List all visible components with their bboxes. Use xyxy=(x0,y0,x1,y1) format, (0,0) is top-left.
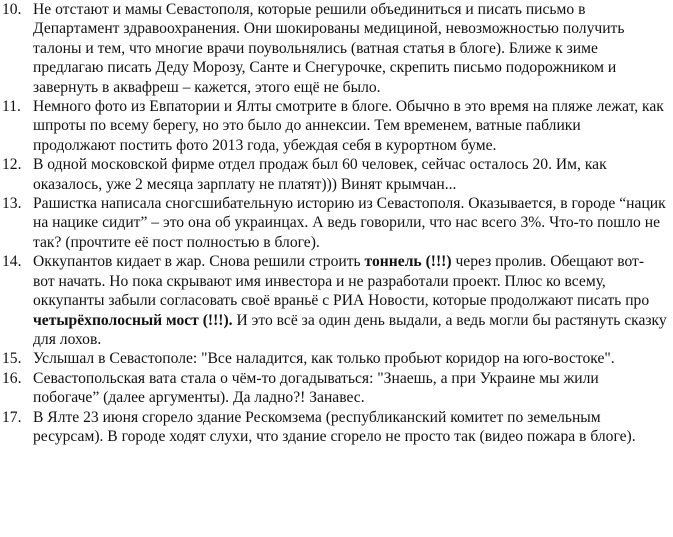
list-item-text xyxy=(33,97,667,155)
list-item-number: 15. xyxy=(2,350,22,368)
list-item-number: 12. xyxy=(2,156,22,174)
emphasized-text: тоннель (!!!) xyxy=(364,253,452,271)
list-item-text xyxy=(33,252,667,349)
list-item xyxy=(2,97,667,155)
text-segment: Не отстают и мамы Севастополя, которые решили объединиться и писать письмо в Департамент здравоохранения. Они шокированы медициной, невозможностью получить талоны и тем, что многие врачи поувольнялись (ватная статья в блоге). Ближе к зиме предлагаю писать Деду Морозу, Санте и Снегурочке, скрепить письмо подорожником и завернуть в аквафреш – кажется, этого ещё не было. xyxy=(33,1,625,96)
list-item-text xyxy=(33,408,667,447)
text-segment: В Ялте 23 июня сгорело здание Рескомзема (республиканский комитет по земельным ресурсам). В городе ходят слухи, что здание сгорело не просто так (видео пожара в блоге). xyxy=(33,408,636,445)
list-item-number: 14. xyxy=(2,253,22,271)
list-item-number: 10. xyxy=(2,1,22,18)
text-segment: Оккупантов кидает в жар. Снова решили строить xyxy=(33,253,365,271)
text-segment: Услышал в Севастополе: "Все наладится, как только пробьют коридор на юго-востоке". xyxy=(33,350,615,368)
list-item xyxy=(2,194,667,252)
list-item-number: 17. xyxy=(2,408,22,426)
text-segment: Севастопольская вата стала о чём-то догадываться: "Знаешь, а при Украине мы жили побогаче” (далее аргументы). Да ладно?! Занавес. xyxy=(33,369,599,407)
list-item-text xyxy=(33,194,667,252)
list-item-number: 16. xyxy=(2,369,22,387)
list-item-number: 13. xyxy=(2,195,22,213)
list-item xyxy=(2,155,667,194)
emphasized-text: четырёхполосный мост (!!!). xyxy=(33,311,233,329)
text-segment: Рашистка написала сногсшибательную историю из Севастополя. Оказывается, в городе “нацик на нацике сидит” – это она об украинцах. А ведь говорили, что нас всего 3%. Что-то пошло не так? (прочтите её пост полностью в блоге). xyxy=(33,195,666,251)
text-segment: В одной московской фирме отдел продаж был 60 человек, сейчас осталось 20. Им, как оказалось, уже 2 месяца зарплату не платят))) Винят крымчан... xyxy=(33,156,607,193)
list-item xyxy=(2,408,667,447)
list-item-text xyxy=(33,349,667,368)
list-item-number: 11. xyxy=(2,98,21,116)
list-item xyxy=(2,369,667,408)
list-item-text xyxy=(33,0,667,97)
text-segment: И это всё за один день выдали, а ведь могли бы растянуть сказку для лохов. xyxy=(33,311,667,348)
text-segment: Немного фото из Евпатории и Ялты смотрите в блоге. Обычно в это время на пляже лежат, как шпроты по всему берегу, но это было до аннексии. Тем временем, ватные паблики продолжают постить фото 2013 года, убеждая себя в курортном буме. xyxy=(33,98,664,154)
list-item-text xyxy=(33,369,667,408)
text-segment: через пролив. Обещают вот- вот начать. Но пока скрывают имя инвестора и не разработали проект. Плюс ко всему, оккупанты забыли согласовать своё враньё с РИА Новости, которые продолжают писать про xyxy=(33,253,650,310)
list-item xyxy=(2,252,667,349)
list-item xyxy=(2,349,667,368)
list-item xyxy=(2,0,667,97)
list-item-text xyxy=(33,155,667,194)
